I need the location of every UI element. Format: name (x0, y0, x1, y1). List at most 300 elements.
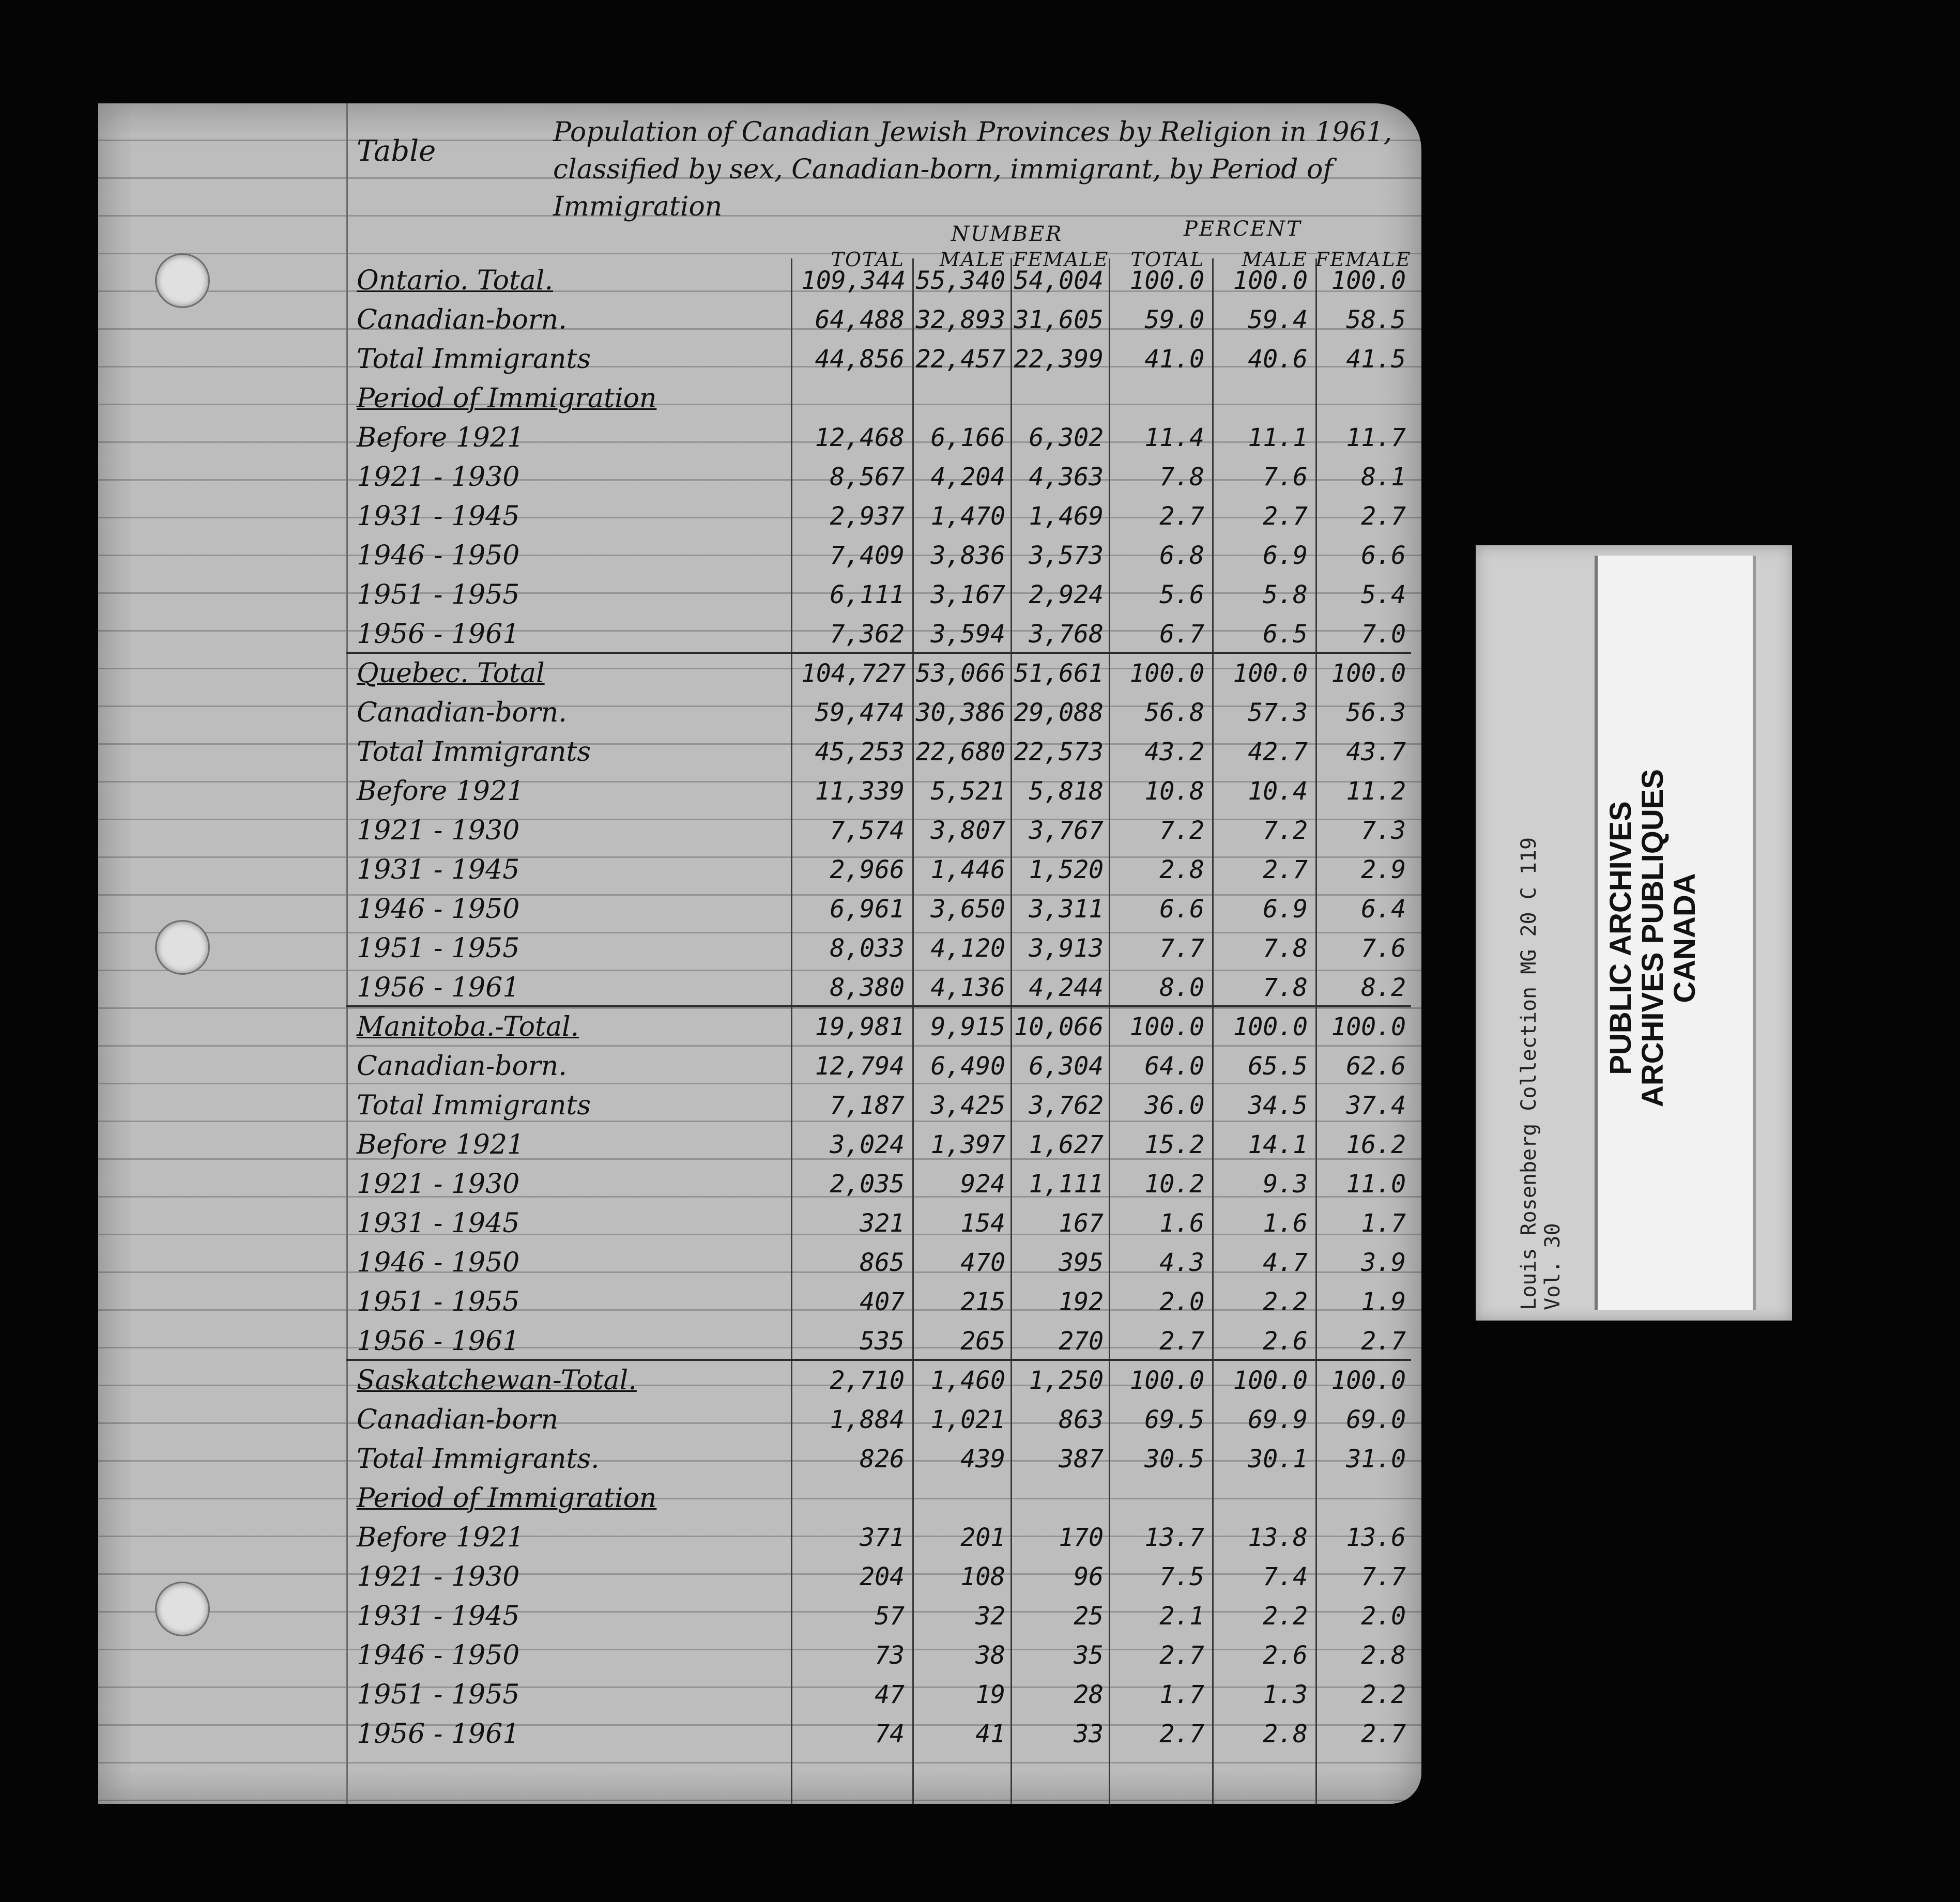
row-cell: 270 (1059, 1327, 1104, 1356)
row-cell: 41 (975, 1720, 1005, 1748)
row-cell: 11.1 (1248, 423, 1308, 452)
row-label: 1951 - 1955 (357, 1286, 520, 1317)
row-label: 1946 - 1950 (357, 894, 520, 925)
row-cell: 8,033 (830, 934, 905, 963)
row-cell: 321 (860, 1209, 905, 1238)
row-cell: 44,856 (815, 345, 905, 374)
binder-hole (155, 920, 210, 975)
row-cell: 2.2 (1361, 1680, 1406, 1709)
row-cell: 1,111 (1029, 1170, 1104, 1199)
row-cell: 10,066 (1014, 1013, 1104, 1041)
row-cell: 6.6 (1159, 895, 1204, 924)
row-cell: 4.3 (1159, 1248, 1204, 1277)
row-cell: 7.4 (1263, 1562, 1308, 1591)
row-cell: 73 (875, 1641, 905, 1670)
table-row (357, 615, 1411, 651)
row-cell: 6,166 (930, 423, 1005, 452)
row-cell: 7,187 (830, 1091, 905, 1120)
table-row (357, 1675, 1411, 1711)
row-cell: 13.6 (1346, 1523, 1406, 1552)
row-cell: 395 (1059, 1248, 1104, 1277)
row-cell: 9.3 (1263, 1170, 1308, 1199)
row-cell: 2.1 (1159, 1602, 1204, 1631)
row-cell: 865 (860, 1248, 905, 1277)
row-cell: 1.9 (1361, 1287, 1406, 1316)
row-label: 1921 - 1930 (357, 815, 520, 846)
row-cell: 108 (960, 1562, 1005, 1591)
row-label: Before 1921 (357, 422, 525, 453)
table-row (357, 300, 1411, 336)
row-cell: 4,244 (1029, 973, 1104, 1002)
row-cell: 8.2 (1361, 973, 1406, 1002)
row-cell: 2,710 (830, 1366, 905, 1395)
row-cell: 38 (975, 1641, 1005, 1670)
row-cell: 2.7 (1361, 502, 1406, 531)
row-cell: 64.0 (1144, 1052, 1204, 1081)
row-label: 1946 - 1950 (357, 540, 520, 571)
row-cell: 535 (860, 1327, 905, 1356)
table-row (357, 889, 1411, 926)
table-row (357, 497, 1411, 533)
row-cell: 2.7 (1263, 502, 1308, 531)
archives-line2: ARCHIVES PUBLIQUES (1636, 769, 1670, 1108)
row-cell: 439 (960, 1445, 1005, 1474)
row-cell: 100.0 (1233, 1366, 1308, 1395)
row-label: 1921 - 1930 (357, 1561, 520, 1592)
row-cell: 37.4 (1346, 1091, 1406, 1120)
row-cell: 2,966 (830, 855, 905, 884)
row-cell: 10.4 (1248, 777, 1308, 806)
row-cell: 2.8 (1263, 1720, 1308, 1748)
row-cell: 11.7 (1346, 423, 1406, 452)
row-cell: 2,937 (830, 502, 905, 531)
row-cell: 100.0 (1233, 1013, 1308, 1041)
row-cell: 3,573 (1029, 541, 1104, 570)
row-cell: 1,884 (830, 1405, 905, 1434)
row-cell: 30.5 (1144, 1445, 1204, 1474)
row-cell: 74 (875, 1720, 905, 1748)
row-cell: 7.8 (1159, 463, 1204, 492)
title-text: Population of Canadian Jewish Provinces by Religion in 1961, classified by sex, Canadian-born, immigrant, by Period of Immigration (553, 117, 1392, 222)
table-row (357, 418, 1411, 454)
row-cell: 47 (875, 1680, 905, 1709)
table-row (357, 1636, 1411, 1672)
row-cell: 100.0 (1129, 1013, 1204, 1041)
row-cell: 5,521 (930, 777, 1005, 806)
row-cell: 7.5 (1159, 1562, 1204, 1591)
table-row (357, 811, 1411, 847)
row-label: Manitoba.-Total. (357, 1011, 579, 1042)
row-cell: 470 (960, 1248, 1005, 1277)
row-cell: 43.7 (1346, 738, 1406, 766)
table-row (357, 536, 1411, 572)
row-cell: 3,767 (1029, 816, 1104, 845)
row-label: Quebec. Total (357, 658, 545, 689)
row-cell: 1,460 (930, 1366, 1005, 1395)
row-cell: 42.7 (1248, 738, 1308, 766)
table-row (357, 1007, 1411, 1044)
row-cell: 2.9 (1361, 855, 1406, 884)
row-cell: 2.2 (1263, 1287, 1308, 1316)
row-cell: 1.6 (1159, 1209, 1204, 1238)
row-cell: 59.4 (1248, 305, 1308, 334)
row-cell: 28 (1074, 1680, 1104, 1709)
row-cell: 100.0 (1331, 1013, 1406, 1041)
table-row (357, 1557, 1411, 1593)
row-cell: 64,488 (815, 305, 905, 334)
row-cell: 22,457 (915, 345, 1005, 374)
archive-stamp (1476, 545, 1792, 1321)
row-cell: 59.0 (1144, 305, 1204, 334)
row-cell: 3,768 (1029, 620, 1104, 649)
table-row (357, 575, 1411, 611)
row-cell: 1,250 (1029, 1366, 1104, 1395)
row-cell: 29,088 (1014, 698, 1104, 727)
table-row (357, 1439, 1411, 1476)
row-cell: 31.0 (1346, 1445, 1406, 1474)
row-cell: 7.0 (1361, 620, 1406, 649)
row-cell: 100.0 (1331, 659, 1406, 688)
row-cell: 14.1 (1248, 1130, 1308, 1159)
row-label: Canadian-born. (357, 304, 567, 335)
table-row (357, 1125, 1411, 1161)
row-cell: 51,661 (1014, 659, 1104, 688)
table-row (357, 1086, 1411, 1122)
table-row (357, 732, 1411, 769)
row-cell: 2.7 (1159, 1720, 1204, 1748)
table-row (357, 1164, 1411, 1201)
row-cell: 3,807 (930, 816, 1005, 845)
row-cell: 41.0 (1144, 345, 1204, 374)
row-cell: 371 (860, 1523, 905, 1552)
row-cell: 387 (1059, 1445, 1104, 1474)
row-cell: 22,680 (915, 738, 1005, 766)
row-cell: 32 (975, 1602, 1005, 1631)
row-cell: 13.7 (1144, 1523, 1204, 1552)
row-cell: 53,066 (915, 659, 1005, 688)
row-cell: 6,111 (830, 580, 905, 609)
table-row (357, 457, 1411, 494)
row-cell: 3,762 (1029, 1091, 1104, 1120)
row-cell: 1.7 (1361, 1209, 1406, 1238)
table-row (357, 968, 1411, 1004)
row-label: Before 1921 (357, 1522, 525, 1553)
table-row (357, 1322, 1411, 1358)
row-cell: 6.8 (1159, 541, 1204, 570)
table-row (357, 1282, 1411, 1318)
row-cell: 12,794 (815, 1052, 905, 1081)
row-cell: 100.0 (1129, 659, 1204, 688)
row-cell: 13.8 (1248, 1523, 1308, 1552)
row-cell: 55,340 (915, 266, 1005, 295)
row-cell: 10.8 (1144, 777, 1204, 806)
row-cell: 2.7 (1361, 1327, 1406, 1356)
table-row (357, 1361, 1411, 1397)
row-cell: 109,344 (801, 266, 906, 295)
row-cell: 6.9 (1263, 895, 1308, 924)
row-cell: 8.1 (1361, 463, 1406, 492)
row-label: Period of Immigration (357, 1483, 657, 1514)
row-cell: 3,311 (1029, 895, 1104, 924)
row-cell: 6,304 (1029, 1052, 1104, 1081)
row-cell: 22,573 (1014, 738, 1104, 766)
row-label: Canadian-born. (357, 697, 567, 728)
row-cell: 7.7 (1159, 934, 1204, 963)
ledger-sheet (98, 103, 1421, 1804)
table-row (357, 1479, 1411, 1515)
column-header: MALE (939, 248, 1005, 271)
row-cell: 6.9 (1263, 541, 1308, 570)
row-cell: 192 (1059, 1287, 1104, 1316)
row-cell: 11.4 (1144, 423, 1204, 452)
row-cell: 100.0 (1331, 266, 1406, 295)
row-cell: 6,302 (1029, 423, 1104, 452)
binder-hole (155, 1582, 210, 1636)
row-label: 1956 - 1961 (357, 619, 520, 650)
row-cell: 2.7 (1263, 855, 1308, 884)
row-cell: 5.4 (1361, 580, 1406, 609)
row-cell: 100.0 (1233, 266, 1308, 295)
row-cell: 1,469 (1029, 502, 1104, 531)
row-cell: 863 (1059, 1405, 1104, 1434)
row-cell: 58.5 (1346, 305, 1406, 334)
row-cell: 65.5 (1248, 1052, 1308, 1081)
table-row (357, 1047, 1411, 1083)
row-cell: 32,893 (915, 305, 1005, 334)
row-label: Total Immigrants. (357, 1444, 600, 1475)
row-cell: 7.6 (1361, 934, 1406, 963)
row-cell: 8.0 (1159, 973, 1204, 1002)
row-cell: 33 (1074, 1720, 1104, 1748)
row-label: Canadian-born. (357, 1051, 567, 1082)
row-cell: 100.0 (1129, 266, 1204, 295)
row-cell: 57.3 (1248, 698, 1308, 727)
table-row (357, 929, 1411, 965)
row-cell: 2.8 (1361, 1641, 1406, 1670)
row-cell: 100.0 (1233, 659, 1308, 688)
row-cell: 3.9 (1361, 1248, 1406, 1277)
row-cell: 167 (1059, 1209, 1104, 1238)
row-cell: 56.3 (1346, 698, 1406, 727)
table-row (357, 1597, 1411, 1633)
table-row (357, 654, 1411, 690)
row-cell: 7.6 (1263, 463, 1308, 492)
row-cell: 1.6 (1263, 1209, 1308, 1238)
column-header: FEMALE (1013, 248, 1109, 271)
row-cell: 9,915 (930, 1013, 1005, 1041)
volume-line: Vol. 30 (1541, 1223, 1565, 1310)
row-cell: 2.7 (1159, 1327, 1204, 1356)
row-cell: 924 (960, 1170, 1005, 1199)
row-label: 1956 - 1961 (357, 972, 520, 1003)
row-cell: 7.2 (1159, 816, 1204, 845)
row-cell: 3,425 (930, 1091, 1005, 1120)
table-row (357, 693, 1411, 729)
row-cell: 62.6 (1346, 1052, 1406, 1081)
row-cell: 16.2 (1346, 1130, 1406, 1159)
row-cell: 2.7 (1159, 502, 1204, 531)
row-cell: 3,024 (830, 1130, 905, 1159)
column-header: TOTAL (831, 248, 905, 271)
row-cell: 7,574 (830, 816, 905, 845)
row-cell: 6,961 (830, 895, 905, 924)
row-cell: 104,727 (801, 659, 906, 688)
row-cell: 2.6 (1263, 1327, 1308, 1356)
row-cell: 19 (975, 1680, 1005, 1709)
row-cell: 57 (875, 1602, 905, 1631)
row-cell: 5,818 (1029, 777, 1104, 806)
table-row (357, 261, 1411, 297)
row-cell: 30,386 (915, 698, 1005, 727)
row-cell: 3,594 (930, 620, 1005, 649)
collection-text (1517, 837, 1565, 1310)
number-group-header: NUMBER (951, 222, 1063, 246)
row-cell: 2.0 (1159, 1287, 1204, 1316)
row-cell: 2.0 (1361, 1602, 1406, 1631)
row-cell: 4,136 (930, 973, 1005, 1002)
row-label: Saskatchewan-Total. (357, 1365, 637, 1396)
row-cell: 1,446 (930, 855, 1005, 884)
row-cell: 2,035 (830, 1170, 905, 1199)
table-row (357, 850, 1411, 886)
archives-line3: CANADA (1668, 873, 1702, 1003)
row-cell: 3,167 (930, 580, 1005, 609)
row-cell: 154 (960, 1209, 1005, 1238)
row-cell: 7.8 (1263, 934, 1308, 963)
row-cell: 6.7 (1159, 620, 1204, 649)
row-label: Total Immigrants (357, 737, 591, 768)
row-label: 1951 - 1955 (357, 579, 520, 610)
row-cell: 7,409 (830, 541, 905, 570)
row-cell: 100.0 (1331, 1366, 1406, 1395)
row-label: 1956 - 1961 (357, 1326, 520, 1357)
row-cell: 6.6 (1361, 541, 1406, 570)
row-cell: 54,004 (1014, 266, 1104, 295)
row-label: Total Immigrants (357, 1090, 591, 1121)
archives-label (1605, 607, 1701, 1269)
table-row (357, 340, 1411, 376)
row-cell: 22,399 (1014, 345, 1104, 374)
row-label: 1921 - 1930 (357, 462, 520, 493)
row-cell: 5.6 (1159, 580, 1204, 609)
row-label: Canadian-born (357, 1404, 559, 1435)
row-cell: 10.2 (1144, 1170, 1204, 1199)
row-cell: 5.8 (1263, 580, 1308, 609)
row-label: 1956 - 1961 (357, 1719, 520, 1750)
row-cell: 30.1 (1248, 1445, 1308, 1474)
row-cell: 7.2 (1263, 816, 1308, 845)
archives-line1: PUBLIC ARCHIVES (1604, 801, 1637, 1075)
row-cell: 1.3 (1263, 1680, 1308, 1709)
table-row (357, 772, 1411, 808)
row-cell: 69.9 (1248, 1405, 1308, 1434)
table-row (357, 1400, 1411, 1436)
row-cell: 8,567 (830, 463, 905, 492)
row-label: 1946 - 1950 (357, 1247, 520, 1278)
row-cell: 2.7 (1159, 1641, 1204, 1670)
row-cell: 1,397 (930, 1130, 1005, 1159)
row-cell: 25 (1074, 1602, 1104, 1631)
row-cell: 1,520 (1029, 855, 1104, 884)
row-cell: 4.7 (1263, 1248, 1308, 1277)
table-row (357, 1518, 1411, 1554)
row-cell: 6,490 (930, 1052, 1005, 1081)
row-label: Ontario. Total. (357, 265, 553, 296)
row-cell: 3,913 (1029, 934, 1104, 963)
row-label: Total Immigrants (357, 344, 591, 375)
row-cell: 2.2 (1263, 1602, 1308, 1631)
collection-line: Louis Rosenberg Collection MG 20 C 119 (1517, 837, 1541, 1310)
row-cell: 11,339 (815, 777, 905, 806)
margin-line (346, 103, 348, 1804)
row-cell: 8,380 (830, 973, 905, 1002)
row-label: 1951 - 1955 (357, 933, 520, 964)
row-label: 1931 - 1945 (357, 1601, 520, 1632)
percent-group-header: PERCENT (1184, 217, 1302, 241)
row-cell: 4,363 (1029, 463, 1104, 492)
row-cell: 2,924 (1029, 580, 1104, 609)
row-cell: 201 (960, 1523, 1005, 1552)
row-cell: 19,981 (815, 1013, 905, 1041)
row-label: 1951 - 1955 (357, 1679, 520, 1710)
row-cell: 1,627 (1029, 1130, 1104, 1159)
row-cell: 56.8 (1144, 698, 1204, 727)
row-cell: 407 (860, 1287, 905, 1316)
binder-hole (155, 253, 210, 308)
row-cell: 100.0 (1129, 1366, 1204, 1395)
row-cell: 36.0 (1144, 1091, 1204, 1120)
column-header: TOTAL (1130, 248, 1204, 271)
row-cell: 7.3 (1361, 816, 1406, 845)
row-cell: 34.5 (1248, 1091, 1308, 1120)
row-cell: 43.2 (1144, 738, 1204, 766)
row-cell: 59,474 (815, 698, 905, 727)
row-cell: 2.7 (1361, 1720, 1406, 1748)
row-cell: 6.4 (1361, 895, 1406, 924)
row-cell: 35 (1074, 1641, 1104, 1670)
row-cell: 4,120 (930, 934, 1005, 963)
row-cell: 31,605 (1014, 305, 1104, 334)
row-cell: 7.8 (1263, 973, 1308, 1002)
column-header: MALE (1242, 248, 1308, 271)
row-cell: 3,836 (930, 541, 1005, 570)
row-cell: 215 (960, 1287, 1005, 1316)
table-row (357, 1714, 1411, 1751)
row-cell: 2.8 (1159, 855, 1204, 884)
row-cell: 15.2 (1144, 1130, 1204, 1159)
row-cell: 40.6 (1248, 345, 1308, 374)
table-row (357, 1204, 1411, 1240)
row-label: 1931 - 1945 (357, 1208, 520, 1239)
row-cell: 12,468 (815, 423, 905, 452)
row-label: Period of Immigration (357, 383, 657, 414)
row-cell: 41.5 (1346, 345, 1406, 374)
row-cell: 2.6 (1263, 1641, 1308, 1670)
row-cell: 204 (860, 1562, 905, 1591)
row-cell: 265 (960, 1327, 1005, 1356)
row-label: Before 1921 (357, 1129, 525, 1160)
row-cell: 69.5 (1144, 1405, 1204, 1434)
row-cell: 1,470 (930, 502, 1005, 531)
row-cell: 11.0 (1346, 1170, 1406, 1199)
row-label: Before 1921 (357, 776, 525, 807)
row-cell: 7.7 (1361, 1562, 1406, 1591)
row-label: 1931 - 1945 (357, 854, 520, 885)
row-cell: 826 (860, 1445, 905, 1474)
row-cell: 1.7 (1159, 1680, 1204, 1709)
row-cell: 1,021 (930, 1405, 1005, 1434)
row-label: 1931 - 1945 (357, 501, 520, 532)
